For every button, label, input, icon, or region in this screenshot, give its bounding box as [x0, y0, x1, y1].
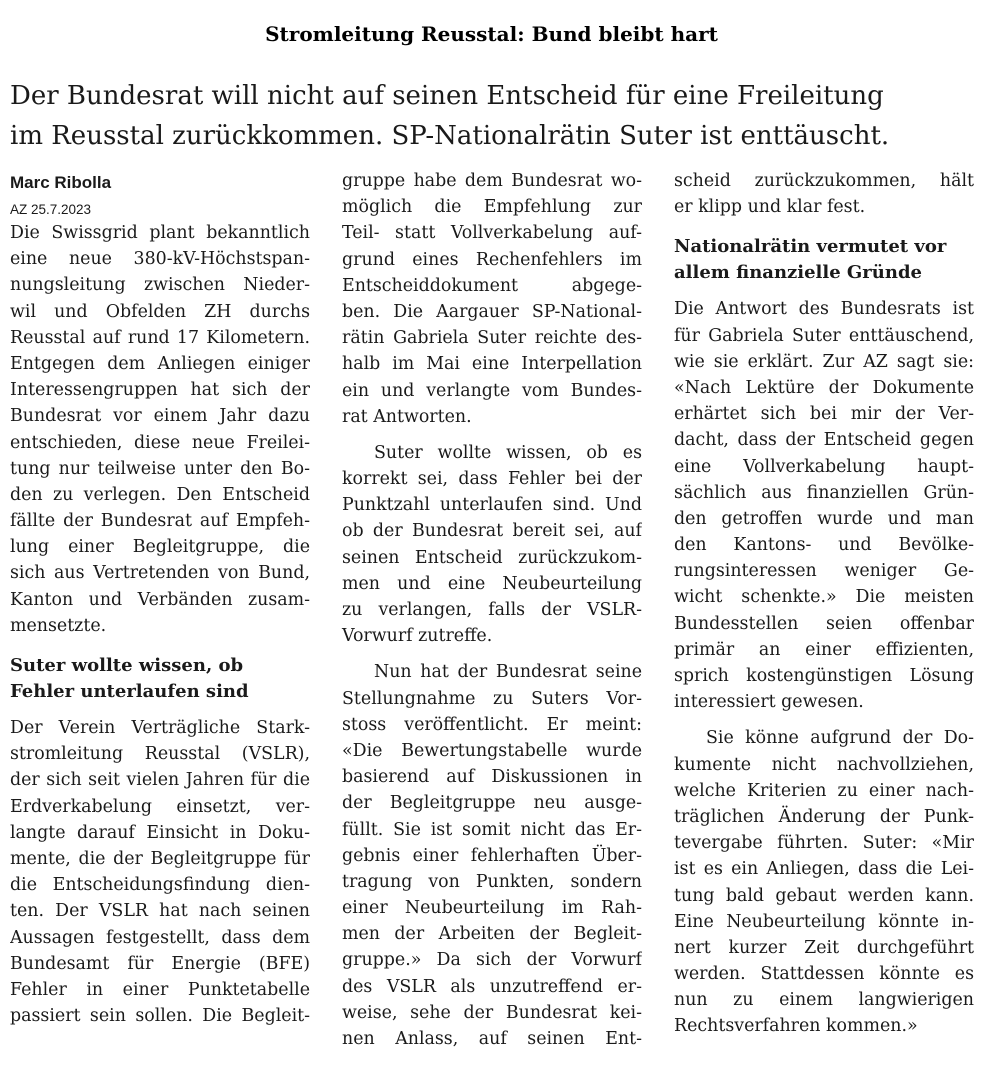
text-line: Bundesamt für Energie (BFE) — [10, 953, 310, 974]
text-line: Die Antwort des Bundesrats ist — [674, 299, 974, 320]
dateline: AZ 25.7.2023 — [10, 202, 92, 217]
text-line: mensetzte. — [10, 615, 107, 636]
text-line: des VSLR als unzutreffend er- — [342, 976, 642, 997]
text-line: Bundesrat vor einem Jahr dazu — [10, 406, 310, 427]
text-line: basierend auf Diskussionen in — [342, 767, 642, 788]
column-2 — [342, 168, 642, 1052]
text-line: men der Arbeiten der Begleit- — [342, 924, 642, 945]
text-line: nungsleitung zwischen Nieder- — [10, 275, 310, 296]
text-line: tung nur teilweise unter den Bo- — [10, 458, 310, 479]
text-line: rungsinteressen weniger Ge- — [674, 561, 974, 582]
paragraph — [674, 296, 974, 715]
text-line: tevergabe führten. Suter: «Mir — [674, 833, 974, 854]
text-line: einer Neubeurteilung im Rah- — [342, 898, 642, 919]
text-line: Der Verein Verträgliche Stark- — [10, 718, 310, 739]
text-line: den Kantons- und Bevölke- — [674, 535, 974, 556]
text-line: für Gabriela Suter enttäuschend, — [674, 325, 974, 346]
text-line: sprich kostengünstigen Lösung — [674, 666, 974, 687]
text-line: Die Swissgrid plant bekanntlich — [10, 223, 310, 243]
text-line: tung bald gebaut werden kann. — [674, 885, 974, 906]
text-line: Sie könne aufgrund der Do- — [706, 728, 974, 749]
text-line: tragung von Punkten, sondern — [342, 871, 642, 892]
column-3 — [674, 168, 974, 1040]
paragraph — [342, 659, 642, 1052]
text-line: stoss veröffentlicht. Er meint: — [342, 714, 642, 735]
text-line: er klipp und klar fest. — [674, 197, 866, 218]
text-line: Erdverkabelung einsetzt, ver- — [10, 796, 310, 817]
text-line: zu verlangen, falls der VSLR- — [342, 600, 642, 621]
text-line: Nationalrätin vermutet vor — [674, 236, 947, 258]
text-line: Rechtsverfahren kommen.» — [674, 1016, 918, 1037]
text-line: gruppe.» Da sich der Vorwurf — [342, 950, 642, 971]
text-line: kumente nicht nachvollziehen, — [674, 754, 974, 775]
text-line: wie sie erklärt. Zur AZ sagt sie: — [674, 351, 974, 372]
text-line: primär an einer effizienten, — [674, 639, 974, 660]
paragraph — [674, 725, 974, 1039]
text-line: ein und verlangte vom Bundes- — [342, 380, 642, 401]
paragraph — [674, 168, 974, 220]
text-line: eine neue 380-kV-Höchstspan- — [10, 249, 310, 270]
article-headline: Stromleitung Reusstal: Bund bleibt hart — [265, 22, 718, 46]
text-line: Stellungnahme zu Suters Vor- — [342, 688, 642, 709]
text-line: gebnis einer fehlerhaften Über- — [342, 845, 642, 866]
text-line: interessiert gewesen. — [674, 692, 864, 713]
text-line: Entscheiddokument abgege- — [342, 275, 642, 296]
text-line: möglich die Empfehlung zur — [342, 197, 642, 218]
text-line: passiert sein sollen. Die Begleit- — [10, 1006, 310, 1027]
text-line: Nun hat der Bundesrat seine — [374, 662, 642, 683]
text-line: Vorwurf zutreffe. — [342, 626, 493, 647]
lead-line: Der Bundesrat will nicht auf seinen Entscheid für eine Freileitung — [10, 81, 884, 111]
text-line: stromleitung Reusstal (VSLR), — [10, 744, 310, 765]
text-line: Fehler in einer Punktetabelle — [10, 979, 310, 1000]
text-line: scheid zurückzukommen, hält — [674, 171, 974, 191]
text-line: Kanton und Verbänden zusam- — [10, 589, 310, 610]
text-line: Fehler unterlaufen sind — [10, 681, 249, 703]
text-line: träglichen Änderung der Punk- — [674, 806, 974, 827]
text-line: fällte der Bundesrat auf Empfeh- — [10, 511, 310, 532]
text-line: den getroffen wurde und man — [674, 508, 974, 529]
text-line: der sich seit vielen Jahren für die — [10, 770, 310, 791]
text-line: sächlich aus finanziellen Grün- — [674, 482, 974, 503]
text-line: eine Vollverkabelung haupt- — [674, 456, 974, 477]
text-line: füllt. Sie ist somit nicht das Er- — [342, 819, 642, 840]
subheading — [10, 653, 310, 705]
text-line: Punktzahl unterlaufen sind. Und — [342, 495, 642, 516]
text-line: entschieden, diese neue Freilei- — [10, 432, 310, 453]
text-line: men und eine Neubeurteilung — [342, 573, 642, 594]
text-line: «Nach Lektüre der Dokumente — [674, 377, 974, 398]
text-line: dacht, dass der Entscheid gegen — [674, 430, 974, 451]
text-line: Suter wollte wissen, ob es — [374, 442, 642, 463]
paragraph — [342, 440, 642, 650]
text-line: seinen Entscheid zurückzukom- — [342, 547, 642, 568]
text-line: mente, die der Begleitgruppe für — [10, 848, 310, 869]
text-line: wil und Obfelden ZH durchs — [10, 301, 310, 322]
text-line: Bundesstellen seien offenbar — [674, 613, 974, 634]
text-line: die Entscheidungsfindung dien- — [10, 875, 310, 896]
subheading — [674, 234, 974, 286]
text-line: halb im Mai eine Interpellation — [342, 354, 642, 375]
text-line: sich aus Vertretenden von Bund, — [10, 563, 310, 584]
text-line: werden. Stattdessen könnte es — [674, 964, 974, 985]
text-line: nun zu einem langwierigen — [674, 990, 974, 1011]
paragraph — [10, 220, 310, 639]
author-name: Marc Ribolla — [10, 173, 112, 192]
text-line: gruppe habe dem Bundesrat wo- — [342, 171, 642, 191]
text-line: Interessengruppen hat sich der — [10, 380, 310, 401]
paragraph — [10, 715, 310, 1029]
text-line: allem finanzielle Gründe — [674, 262, 923, 284]
lead-line: im Reusstal zurückkommen. SP-Nationalrätin Suter ist enttäuscht. — [10, 121, 890, 151]
text-line: lung einer Begleitgruppe, die — [10, 537, 310, 558]
text-line: ob der Bundesrat bereit sei, auf — [342, 521, 642, 542]
paragraph — [342, 168, 642, 430]
text-line: rat Antworten. — [342, 406, 472, 427]
text-line: den zu verlegen. Den Entscheid — [10, 484, 310, 505]
text-line: grund eines Rechenfehlers im — [342, 249, 642, 270]
text-line: nert kurzer Zeit durchgeführt — [674, 937, 974, 958]
column-1 — [10, 168, 310, 1029]
text-line: ben. Die Aargauer SP-National- — [342, 301, 642, 322]
text-line: nen Anlass, auf seinen Ent- — [342, 1029, 642, 1050]
text-line: rätin Gabriela Suter reichte des- — [342, 328, 642, 349]
text-line: weise, sehe der Bundesrat kei- — [342, 1002, 642, 1023]
text-line: Reusstal auf rund 17 Kilometern. — [10, 327, 310, 348]
text-line: Eine Neubeurteilung könnte in- — [674, 911, 974, 932]
text-line: welche Kriterien zu einer nach- — [674, 780, 974, 801]
text-line: erhärtet sich bei mir der Ver- — [674, 404, 974, 425]
text-line: «Die Bewertungstabelle wurde — [342, 740, 642, 761]
text-line: korrekt sei, dass Fehler bei der — [342, 469, 642, 490]
text-line: Suter wollte wissen, ob — [10, 655, 244, 677]
text-line: langte darauf Einsicht in Doku- — [10, 822, 310, 843]
text-line: wicht schenkte.» Die meisten — [674, 587, 974, 608]
text-line: Aussagen festgestellt, dass dem — [10, 927, 310, 948]
text-line: Entgegen dem Anliegen einiger — [10, 353, 310, 374]
text-line: Teil- statt Vollverkabelung auf- — [342, 223, 642, 244]
text-line: ten. Der VSLR hat nach seinen — [10, 901, 310, 922]
article-lead — [10, 76, 975, 156]
text-line: ist es ein Anliegen, dass die Lei- — [674, 859, 974, 880]
text-line: der Begleitgruppe neu ausge- — [342, 793, 642, 814]
